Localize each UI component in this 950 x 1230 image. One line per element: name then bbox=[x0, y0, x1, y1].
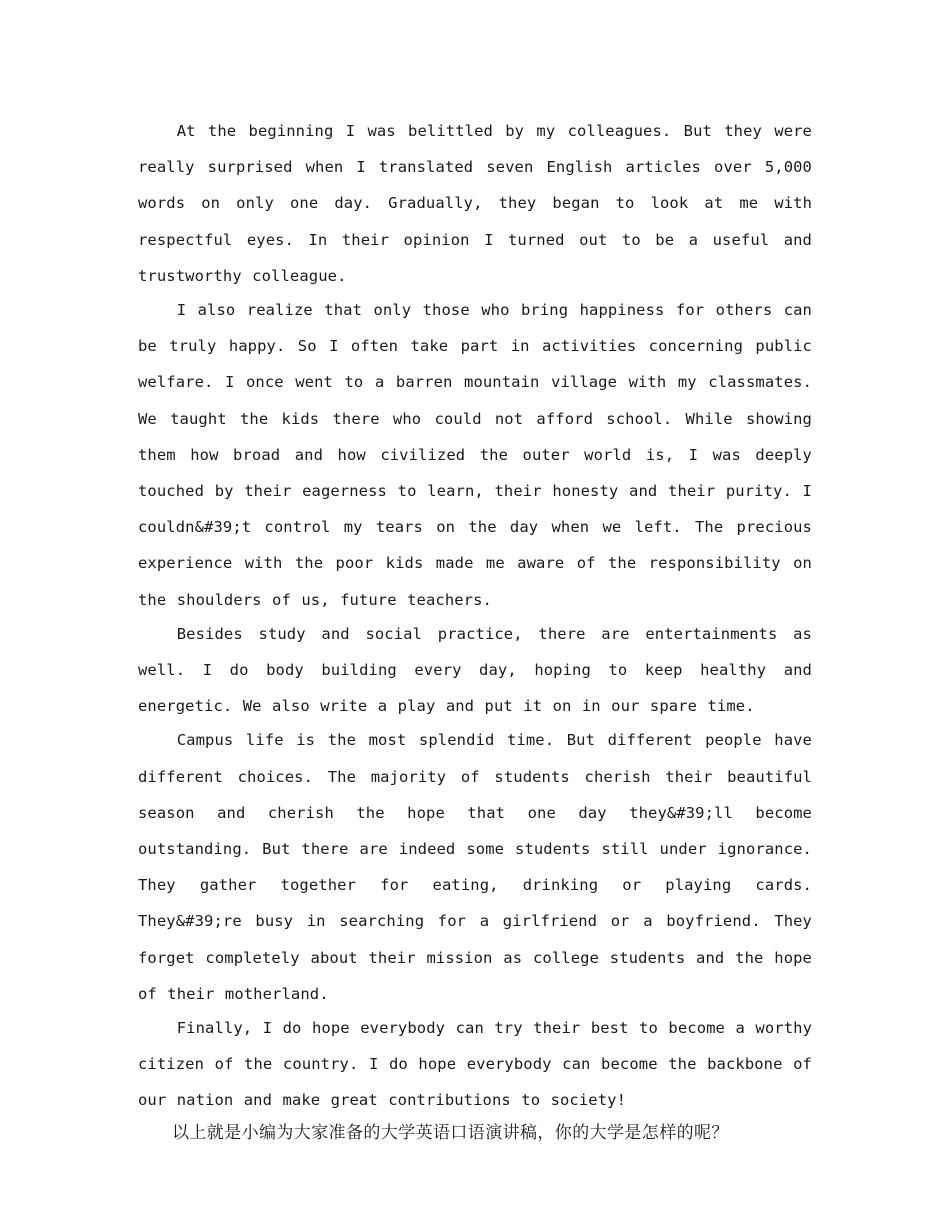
document-body bbox=[138, 113, 812, 1151]
closing-remark-chinese: 以上就是小编为大家准备的大学英语口语演讲稿，你的大学是怎样的呢？ bbox=[172, 1122, 729, 1143]
paragraph-campus-life: Campus life is the most splendid time. But different people have different choices. The majority of students cherish their beautiful season and cherish the hope that one day they&#39;ll become outstanding. But there are indeed some students still under ignorance. They gather together for eating, drinking or playing cards. They&#39;re busy in searching for a girlfriend or a boyfriend. They forget completely about their mission as college students and the hope of their motherland. bbox=[138, 731, 812, 1003]
paragraph-conclusion: Finally, I do hope everybody can try their best to become a worthy citizen of the country. I do hope everybody can become the backbone of our nation and make great contributions to society! bbox=[138, 1019, 812, 1110]
paragraph-colleagues: At the beginning I was belittled by my colleagues. But they were really surprised when I translated seven English articles over 5,000 words on only one day. Gradually, they began to look at me with respectful eyes. In their opinion I turned out to be a useful and trustworthy colleague. bbox=[138, 122, 812, 285]
paragraph-entertainment: Besides study and social practice, there are entertainments as well. I do body building every day, hoping to keep healthy and energetic. We also write a play and put it on in our spare time. bbox=[138, 624, 812, 716]
paragraph-public-welfare: I also realize that only those who bring happiness for others can be truly happy. So I often take part in activities concerning public welfare. I once went to a barren mountain village with my classmates. We taught the kids there who could not afford school. While showing them how broad and how civilized the outer world is, I was deeply touched by their eagerness to learn, their honesty and their purity. I couldn&#39;t control my tears on the day when we left. The precious experience with the poor kids made me aware of the responsibility on the shoulders of us, future teachers. bbox=[138, 301, 812, 609]
